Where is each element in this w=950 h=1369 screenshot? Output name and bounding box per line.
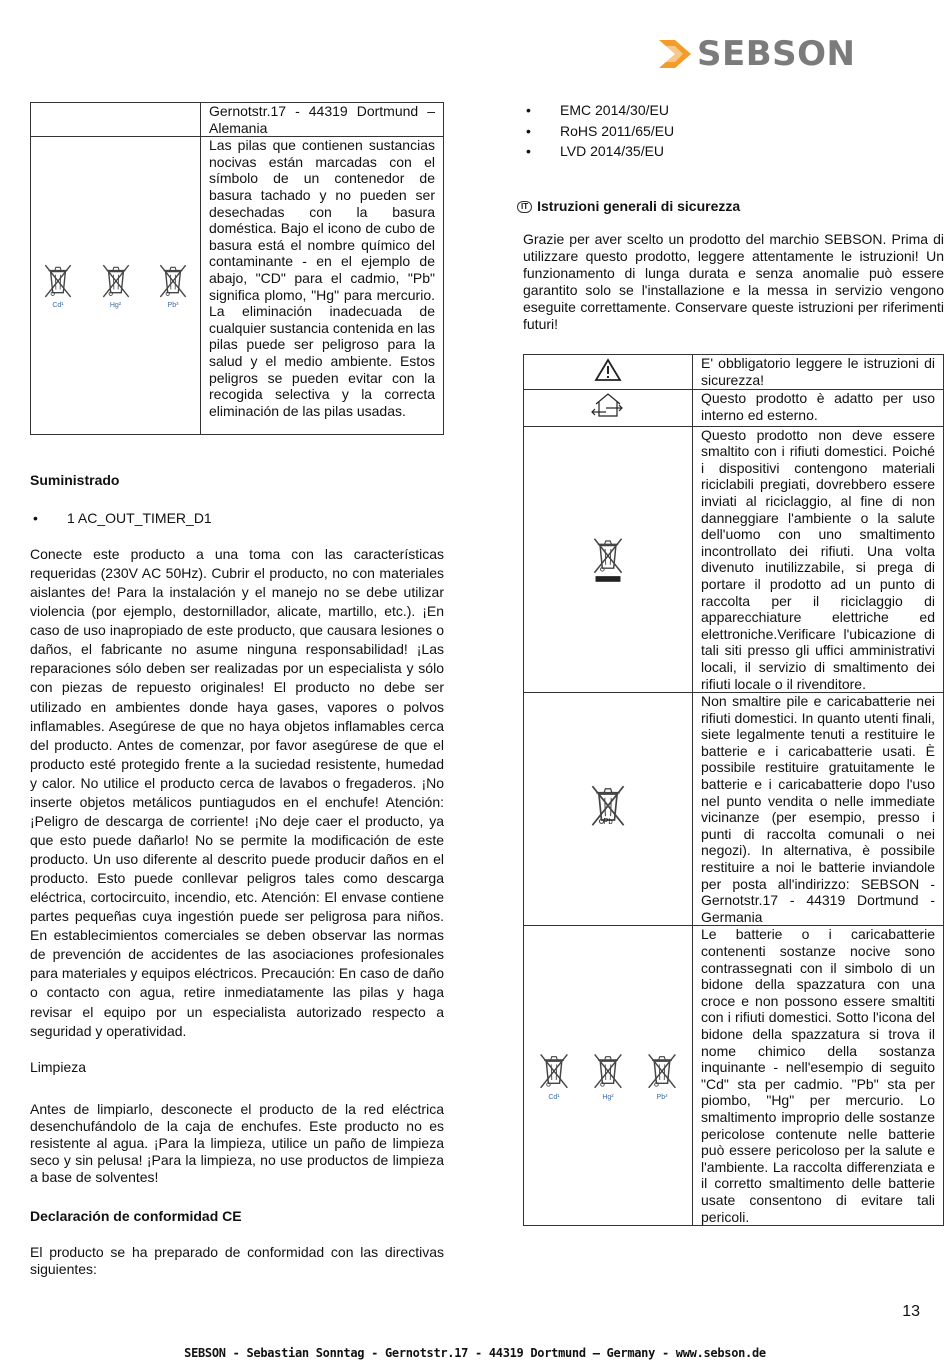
battery-bins-icon (31, 137, 201, 435)
bin-label-cd: Cd¹ (52, 302, 64, 310)
battery-bin-pb-icon (524, 693, 693, 926)
brand-name: SEBSON (697, 34, 856, 74)
row-battery-hazard: Le batterie o i caricabatterie contenenti sostanze nocive sono contrassegnati con il simbolo di un bidone della spazzatura con una croce e non possono essere smaltiti con i rifiuti domestici. Sotto l'icona del bidone della spazzatura si trova il nome chimico della sostanza inquinante - nell'esempio di seguito "Cd" sta per cadmio. "Pb" sta per piombo, "Hg" per mercurio. Lo smaltimento improprio delle sostanze pericolose contenute nelle batterie può essere pericoloso per la salute e l'ambiente. La raccolta differenziata e il corretto smaltimento delle batterie usate consentono di evitare tali pericoli. (693, 926, 944, 1226)
address-cell: Gernotstr.17 - 44319 Dortmund – Alemania (201, 103, 444, 137)
lang-badge-it: IT (517, 201, 532, 213)
battery-bins-icon-it (524, 926, 693, 1226)
bin-label-pb: Pb³ (167, 302, 179, 310)
battery-disposal-table-es (30, 102, 444, 435)
directive-lvd: • LVD 2014/35/EU (523, 143, 944, 164)
row-battery-return: Non smaltire pile e caricabatterie nei rifiuti domestici. In quanto utenti finali, siete legalmente tenuti a restituire le batterie e i caricabatterie usati. È possibile restituire gratuitamente le batterie e i caricabatterie dopo l'uso nel punto vendita o nelle immediate vicinanze (per esempio, presso i punti di raccolta comunali o nei negozi). In alternativa, è possibile restituire a noi le batterie inviandole per posta all'indirizzo: SEBSON - Gernotstr.17 - 44319 Dortmund - Germania (693, 693, 944, 926)
page-number: 13 (902, 1303, 920, 1320)
row-weee-disposal: Questo prodotto non deve essere smaltito con i rifiuti domestici. Poiché i dispositivi contengono materiali riciclabili pregiati, dovrebbero essere inviati al riciclaggio, al fine di non danneggiare l'ambiente o la salute dell'uomo con uno smaltimento incontrollato dei rifiuti. Una volta divenuto inutilizzabile, si prega di portare il prodotto ad un punto di raccolta per il riciclaggio di apparecchiature elettriche ed elettroniche.Verificare l'ubicazione di tali siti presso gli uffici amministrativi locali, il servizio di smaltimento dei rifiuti locale o il rivenditore. (693, 426, 944, 693)
empty-cell (31, 103, 201, 137)
italian-heading-text: Istruzioni generali di sicurezza (537, 198, 741, 214)
sebson-logo (655, 34, 860, 74)
supplied-heading: Suministrado (30, 472, 120, 488)
directive-emc: • EMC 2014/30/EU (523, 102, 944, 123)
cleaning-text: Antes de limpiarlo, desconecte el producto de la red eléctrica desenchufándolo de la caja de enchufes. Este producto no es resistente al agua. ¡Para la limpieza, utilice un paño de limpieza seco y sin pelusa! ¡Para la limpieza, no use productos de limpieza a base de solventes! (30, 1101, 444, 1185)
ce-text: El producto se ha preparado de conformidad con las directivas siguientes: (30, 1244, 444, 1277)
bin-label-hg: Hg² (109, 302, 122, 310)
directive-rohs: • RoHS 2011/65/EU (523, 123, 944, 144)
italian-section-heading (517, 198, 938, 215)
row-read-instructions: E' obbligatorio leggere le istruzioni di sicurezza! (693, 355, 944, 390)
bin-label-pb-it: Pb³ (656, 1093, 668, 1101)
page-footer: SEBSON - Sebastian Sonntag - Gernotstr.17 - 44319 Dortmund – Germany - www.sebson.de (184, 1346, 766, 1360)
safety-symbols-table-it (523, 354, 944, 1226)
directive-list (523, 102, 944, 164)
warning-icon (524, 355, 693, 390)
supplied-item: • 1 AC_OUT_TIMER_D1 (30, 510, 444, 531)
indoor-outdoor-icon (524, 390, 693, 427)
sebson-chevron-icon (655, 34, 695, 74)
supplied-list (30, 510, 444, 531)
cleaning-heading: Limpieza (30, 1059, 87, 1075)
italian-intro: Grazie per aver scelto un prodotto del marchio SEBSON. Prima di utilizzare questo prodotto, leggere attentamente le istruzioni! Un funzionamento di lunga durata e senza anomalie può essere garantito solo se l'installazione e la messa in servizio vengono eseguite correttamente. Conservare queste istruzioni per riferimenti futuri! (523, 231, 944, 332)
bin-label-hg-it: Hg² (602, 1093, 614, 1101)
bin-label-cd-it: Cd¹ (548, 1093, 560, 1101)
row-indoor-outdoor: Questo prodotto è adatto per uso interno ed esterno. (693, 390, 944, 427)
weee-bin-icon (524, 426, 693, 693)
pb-label: Pb (603, 817, 613, 827)
ce-heading: Declaración de conformidad CE (30, 1208, 242, 1224)
battery-disposal-text: Las pilas que contienen sustancias nocivas están marcadas con el símbolo de un contenedor de basura tachado y no pueden ser desechadas con la basura doméstica. Bajo el icono de cubo de basura está el nombre químico del contaminante - en el ejemplo de abajo, "CD" para el cadmio, "Pb" significa plomo, "Hg" para mercurio. La eliminación inadecuada de cualquier sustancia contenida en las pilas puede ser peligroso para la salud y el medio ambiente. Estos peligros se pueden evitar con la recogida selectiva y la correcta eliminación de las pilas usadas. (201, 137, 444, 435)
safety-text-es: Conecte este producto a una toma con las características requeridas (230V AC 50Hz). Cubrir el producto, no con materiales aislantes de! Para la instalación y el manejo no se debe utilizar violencia (por ejemplo, destornillador, alicate, martillo, etc.). ¡En caso de uso inapropiado de este producto, que causara lesiones o daños, el fabricante no asume ninguna responsabilidad! ¡Las reparaciones sólo deben ser realizadas por un especialista y sólo con piezas de repuesto originales! El producto no debe ser utilizado en ambientes donde haya gases, vapores o polvos inflamables. Asegúrese de que no haya objetos inflamables cerca del producto. Antes de comenzar, por favor asegúrese de que el producto esté protegido frente a la suciedad resistente, humedad y calor. No utilice el producto cerca de lavabos o fregaderos. ¡No inserte objetos metálicos puntiagudos en el enchufe! Atención: ¡Peligro de descarga de corriente! ¡No deje caer el producto, ya que esto puede dañarlo! No se permite la modificación de este producto. Un uso diferente al descrito puede producir daños en el producto. Esto puede conllevar peligros tales como descarga eléctrica, cortocircuito, incendio, etc. Atención: El envase contiene partes pequeñas cuya ingestión puede ser peligrosa para niños. En establecimientos comerciales se deben observar las normas de prevención de accidentes de las asociaciones profesionales para materiales y equipos eléctricos. Precaución: En caso de daño o contacto con agua, retire inmediatamente las pilas y haga revisar el equipo por un especialista autorizado respecto a seguridad y operatividad. (30, 546, 445, 1039)
